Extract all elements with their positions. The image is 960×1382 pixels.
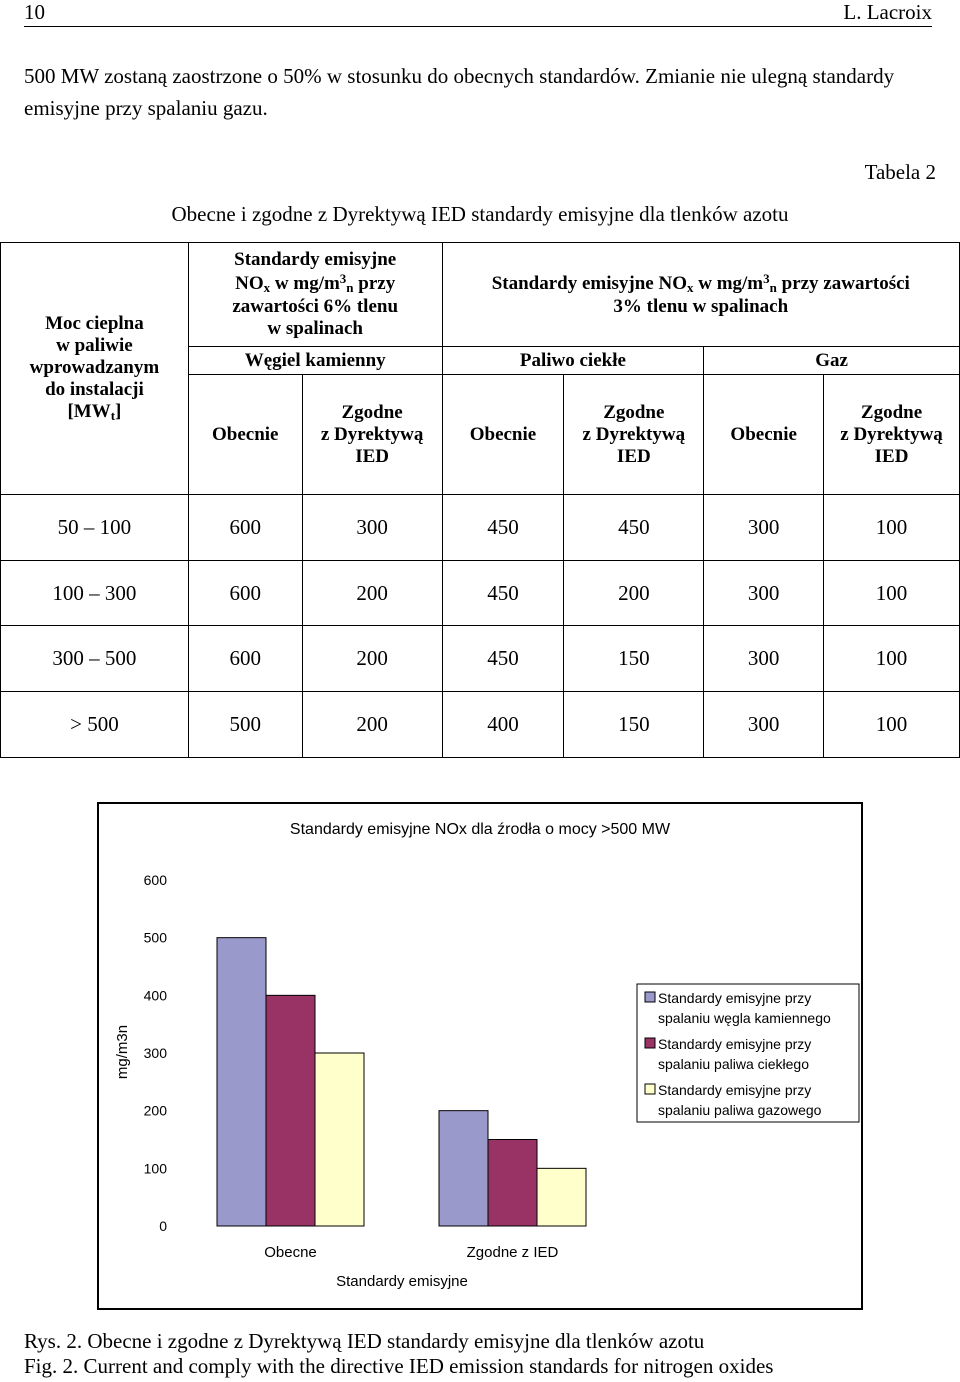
subheader-ied: Zgodne z Dyrektywą IED [302,375,442,495]
table-cell: 100 [824,495,960,561]
legend-swatch [645,992,655,1002]
table-cell: 100 [824,692,960,758]
table-cell: 300 [704,626,824,692]
y-tick-label: 100 [143,1160,167,1177]
y-tick-label: 0 [159,1218,167,1234]
fuel-gas: Gaz [704,347,960,375]
table-caption: Obecne i zgodne z Dyrektywą IED standardy emisyjne dla tlenków azotu [171,202,789,226]
emission-standards-table [0,242,960,758]
table-cell: 200 [564,561,704,626]
y-tick-label: 600 [143,872,167,888]
fuel-liquid: Paliwo ciekłe [442,347,704,375]
cell-moc: 100 – 300 [1,561,189,626]
intro-paragraph: 500 MW zostaną zaostrzone o 50% w stosunku do obecnych standardów. Zmianie nie ulegną standardy emisyjne przy spalaniu gazu. [24,64,895,120]
nox-bar-chart [97,802,863,1310]
table-cell: 100 [824,561,960,626]
legend-swatch [645,1038,655,1048]
table-cell: 150 [564,692,704,758]
table-row [1,495,960,561]
col-header-6pct: Standardy emisyjne $NO_x$ w $mg/m^3_n$ przy zawartości 6% tlenu w spalinach [188,243,442,347]
col-header-3pct: Standardy emisyjne $NO_x$ w $mg/m^3_n$ przy zawartości 3% tlenu w spalinach [442,243,959,347]
running-author: L. Lacroix [843,0,932,24]
table-cell: 600 [188,561,302,626]
table-row [1,561,960,626]
y-tick-label: 200 [143,1102,167,1119]
page-number: 10 [24,0,45,24]
table-cell: 400 [442,692,564,758]
legend [637,984,859,1122]
chart-title: Standardy emisyjne NOx dla źrodła o mocy >500 MW [289,821,671,838]
x-category-label: Zgodne z IED [466,1244,559,1261]
legend-swatch [645,1084,655,1094]
subheader-current: Obecnie [188,375,302,495]
cell-moc: > 500 [1,692,189,758]
bar [537,1168,586,1226]
table-cell: 450 [442,626,564,692]
legend-label: Standardy emisyjne przy [658,990,812,1006]
table-cell: 300 [704,561,824,626]
table-label: Tabela 2 [864,160,936,184]
x-category-label: Obecne [264,1244,317,1261]
table-header-row-1 [1,243,960,347]
x-axis-label: Standardy emisyjne [336,1273,468,1290]
col-header-moc: Moc cieplna w paliwie wprowadzanym do instalacji $[MW_t]$ [1,243,189,495]
legend-label: spalaniu węgla kamiennego [658,1010,831,1026]
table-cell: 600 [188,626,302,692]
table-cell: 100 [824,626,960,692]
legend-label: Standardy emisyjne przy [658,1082,812,1098]
table-cell: 600 [188,495,302,561]
subheader-current: Obecnie [442,375,564,495]
table-cell: 300 [302,495,442,561]
figure-caption-en: Fig. 2. Current and comply with the directive IED emission standards for nitrogen oxides [24,1354,774,1378]
subheader-ied: Zgodne z Dyrektywą IED [564,375,704,495]
table-cell: 150 [564,626,704,692]
bar [488,1140,537,1227]
cell-moc: 50 – 100 [1,495,189,561]
y-tick-label: 300 [143,1045,167,1061]
cell-moc: 300 – 500 [1,626,189,692]
bar [217,938,266,1226]
subheader-current: Obecnie [704,375,824,495]
table-cell: 200 [302,626,442,692]
table-row [1,626,960,692]
y-axis-label: mg/m3n [114,1024,131,1080]
bar [266,995,315,1226]
page-header [24,0,932,27]
table-cell: 300 [704,692,824,758]
legend-label: spalaniu paliwa ciekłego [658,1056,809,1072]
y-tick-label: 500 [143,929,167,946]
bar [439,1111,488,1226]
subheader-ied: Zgodne z Dyrektywą IED [824,375,960,495]
table-cell: 500 [188,692,302,758]
table-cell: 200 [302,561,442,626]
figure-caption-pl: Rys. 2. Obecne i zgodne z Dyrektywą IED standardy emisyjne dla tlenków azotu [24,1329,705,1353]
table-cell: 450 [442,495,564,561]
bar [315,1053,364,1226]
y-tick-label: 400 [143,987,167,1004]
legend-label: Standardy emisyjne przy [658,1036,812,1052]
table-cell: 200 [302,692,442,758]
table-cell: 450 [442,561,564,626]
table-row [1,692,960,758]
legend-label: spalaniu paliwa gazowego [658,1102,822,1118]
table-cell: 450 [564,495,704,561]
table-cell: 300 [704,495,824,561]
fuel-coal: Węgiel kamienny [188,347,442,375]
